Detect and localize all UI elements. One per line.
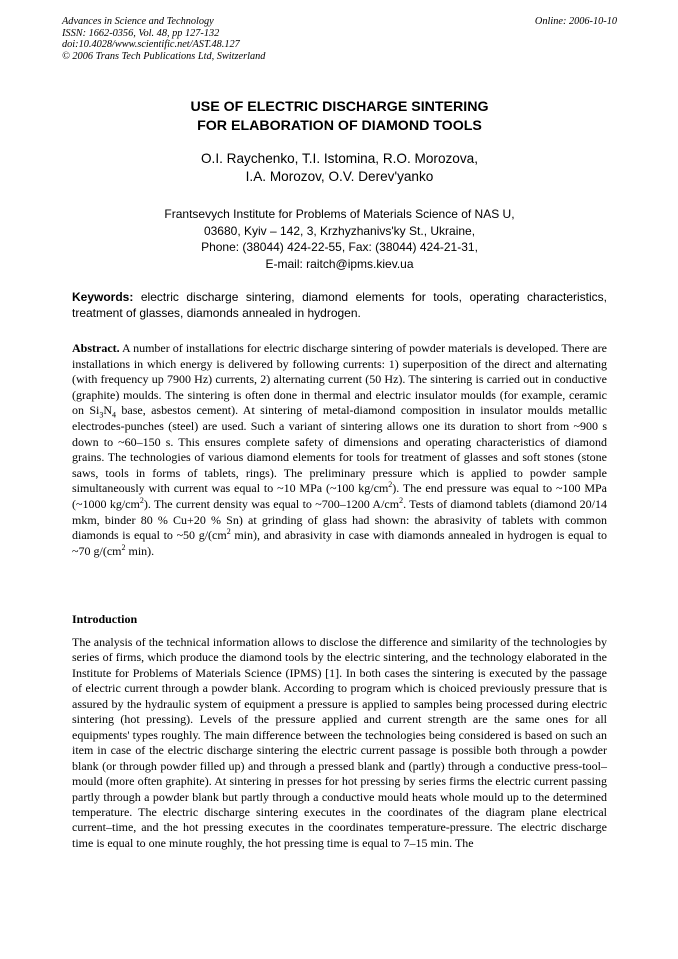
abstract-block [72,341,607,559]
journal-doi: doi:10.4028/www.scientific.net/AST.48.127 [62,39,240,51]
abstract-text-7: min). [125,543,155,558]
keywords-text: electric discharge sintering, diamond elements for tools, operating characteristics, treatment of glasses, diamonds annealed in hydrogen. [72,290,607,321]
authors-line-2: I.A. Morozov, O.V. Derev'yanko [245,169,434,185]
introduction-text: The analysis of the technical information allows to disclose the difference and similarity of the technologies by series of firms, which produce the diamond tools by the electric sintering, and the technology elaborated in the Institute for Problems of Materials Science (IPMS) [1]. In both cases the sintering is executed by the passage of electric current through a powder blank. According to program which is choiced previously pressure that is assured by the hydraulic system of equipment a pressure is applied to samples being processed during electric sintering (hot pressing). Levels of the pressure applied and current strength are the same ones for all equipments' types roughly. The main difference between the technologies being considered is based on such an item in case of the electric discharge sintering the electric current passage is possible both through a powder blank (or through powder filled up) and through a pressed blank and (partly) through a conductive press-tool–mould (more often graphite). At sintering in presses for hot pressing by series firms the electric current passing partly through a powder blank but partly through a conductive mould heats whole mould up to the determined temperature. The electric discharge sintering executes in the coordinates of the diagram plane electrical current–time, and the hot pressing executes in the coordinates temperature-pressure. The electric discharge time is equal to one minute roughly, the hot pressing time is equal to 7–15 min. The [72,635,607,850]
affiliation-line-3: Phone: (38044) 424-22-55, Fax: (38044) 424-21-31, [201,240,478,254]
affiliation [62,206,617,272]
keywords-label: Keywords: [72,290,134,304]
introduction-heading: Introduction [72,612,138,626]
abstract-text-6: min), and abrasivity in case with diamonds annealed in hydrogen is equal to ~70 g/(cm [72,528,607,558]
authors-line-1: O.I. Raychenko, T.I. Istomina, R.O. Morozova, [200,151,478,166]
paper-title [62,98,617,136]
abstract-sup-2: 2 [139,495,144,505]
abstract-sup-3: 2 [399,495,404,505]
abstract-text-1: A number of installations for electric discharge sintering of powder materials is developed. There are installations in which energy is delivered by following currents: 1) superposition of the direct and alternating (with frequency up 7900 Hz) currents, 2) alternating current (50 Hz). The sintering is carried out in conductive (graphite) moulds. The sintering is often done in thermal and electric insulator moulds (for example, ceramic on Si [72,341,607,418]
abstract-text-2: base, asbestos cement). At sintering of metal-diamond composition in insulator moulds metallic electrodes-punches (steel) are used. Such a variant of sintering allows one its duration to short from ~900 s down to ~60–150 s. This ensures complete safety of dimensions and operating characteristics of diamond grains. The technologies of various diamond elements for tools for treatment of glasses and soft stones (stone saws, tools in forms of tablets, rings). The preliminary pressure which is applied to powder sample simultaneously with current was equal to ~10 MPa (~100 kg/cm [72,403,607,496]
author-list [62,150,617,187]
abstract-n: N [103,403,113,418]
title-line-2: FOR ELABORATION OF DIAMOND TOOLS [197,118,482,134]
title-line-1: USE OF ELECTRIC DISCHARGE SINTERING [190,99,489,115]
journal-header [62,16,617,62]
affiliation-line-2: 03680, Kyiv – 142, 3, Krzhyzhanivs'ky St., Ukraine, [203,223,476,238]
journal-copyright: © 2006 Trans Tech Publications Ltd, Switzerland [62,50,266,62]
abstract-sup-1: 2 [388,480,393,490]
journal-name: Advances in Science and Technology [62,16,214,27]
abstract-text-3: ). The end pressure was equal to ~100 MPa (~1000 kg/cm [72,481,607,511]
abstract-sup-5: 2 [121,542,126,552]
abstract-sub-1: 3 [99,410,104,420]
affiliation-line-1: Frantsevych Institute for Problems of Materials Science of NAS U, [164,207,515,221]
abstract-text-4: ). The current density was equal to ~700–1200 A/cm [143,496,400,511]
abstract-sup-4: 2 [226,527,231,537]
abstract-label: Abstract. [72,341,120,355]
abstract-sub-2: 4 [112,410,117,420]
affiliation-email: E-mail: raitch@ipms.kiev.ua [265,256,414,271]
online-date: Online: 2006-10-10 [534,16,617,27]
journal-issn: ISSN: 1662-0356, Vol. 48, pp 127-132 [62,27,220,39]
abstract-text-5: . Tests of diamond tablets (diamond 20/14 mkm, binder 80 % Cu+20 % Sn) at grinding of glass had shown: the abrasivity of tablets with common diamonds is equal to ~50 g/(cm [72,496,607,543]
keywords-block [72,289,607,321]
